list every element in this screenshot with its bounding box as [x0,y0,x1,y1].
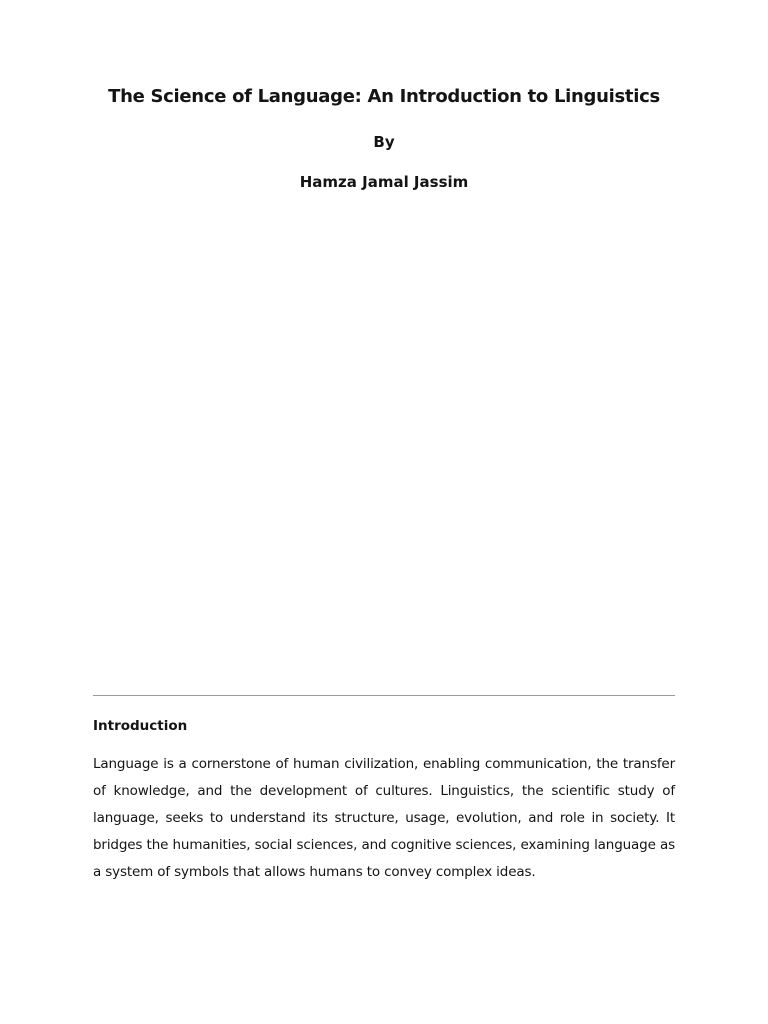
document-title: The Science of Language: An Introduction to Linguistics [108,86,660,107]
section-heading-introduction: Introduction [93,718,188,734]
introduction-paragraph: Language is a cornerstone of human civilization, enabling communication, the transfer of knowledge, and the development of cultures. Linguistics, the scientific study of language, seeks to understand its structure, usage, evolution, and role in society. It bridges the humanities, social sciences, and cognitive sciences, examining language as a system of symbols that allows humans to convey complex ideas. [93,756,675,880]
author-name: Hamza Jamal Jassim [299,173,469,191]
byline: By [373,133,395,151]
section-divider [93,695,675,696]
